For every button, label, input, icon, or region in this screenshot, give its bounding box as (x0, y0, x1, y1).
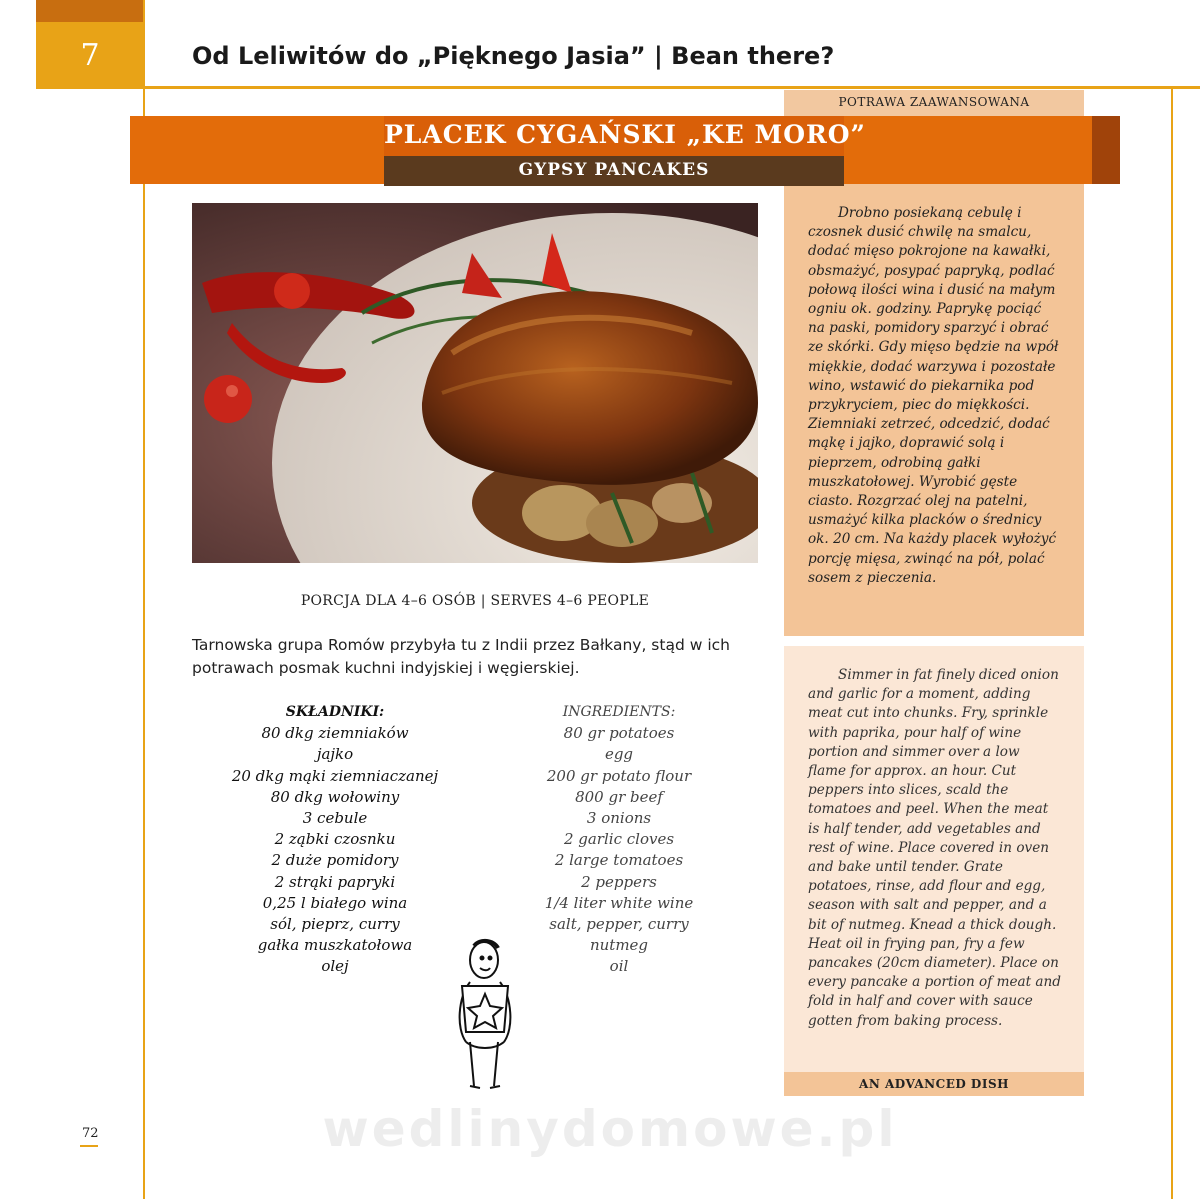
ingredient-pl: sól, pieprz, curry (270, 915, 400, 934)
ingredient-pl: 80 dkg wołowiny (270, 787, 400, 806)
left-margin-rule (143, 88, 145, 1199)
page-number: 72 (82, 1126, 99, 1141)
method-en-text (808, 666, 1062, 1031)
ingredient-en: salt, pepper, curry (549, 915, 689, 934)
ingredients-pl-header: SKŁADNIKI: (285, 704, 385, 720)
dish-photo (192, 203, 758, 563)
method-en-body: Simmer in fat finely diced onion and garlic for a moment, adding meat cut into chunks. Fry, sprinkle with paprika, pour half of wine portion and simmer over a low flame for approx. an hour. Cut peppers into slices, scald the tomatoes and peel. When the meat is half tender, add vegetables and rest of wine. Place covered in oven and bake until tender. Grate potatoes, rinse, add flour and egg, season with salt and pepper, and a bit of nutmeg. Knead a thick dough. Heat oil in frying pan, fry a few pancakes (20cm diameter). Place on every pancake a portion of meat and fold in half and cover with sauce gotten from baking process. (808, 667, 1061, 1029)
page-number-rule (80, 1145, 98, 1147)
ingredient-en: 3 onions (586, 809, 652, 828)
ingredient-pl: 0,25 l białego wina (262, 893, 408, 912)
watermark: wedlinydomowe.pl (322, 1100, 898, 1158)
ingredient-pl: 3 cebule (302, 809, 368, 828)
ingredient-pl: 2 ząbki czosnku (274, 830, 396, 849)
ingredient-pl: 2 duże pomidory (271, 851, 399, 870)
ingredient-pl: jajko (316, 745, 354, 764)
ingredients-en-header: INGREDIENTS: (562, 704, 676, 720)
ingredient-en: nutmeg (589, 936, 649, 955)
ingredient-en: 2 peppers (581, 872, 657, 891)
chapter-number: 7 (80, 38, 100, 73)
difficulty-label-pl: POTRAWA ZAAWANSOWANA (838, 95, 1030, 109)
ingredient-pl: 2 strąki papryki (274, 872, 396, 891)
ingredient-pl: olej (321, 957, 349, 976)
ingredient-en: 200 gr potato flour (546, 766, 692, 785)
ingredients-pl (222, 702, 448, 978)
header-rule (36, 86, 1200, 89)
method-pl-body: Drobno posiekaną cebulę i czosnek dusić chwilę na smalcu, dodać mięso pokrojone na kawałki, obsmażyć, posypać papryką, podlać połową ilości wina i dusić na małym ogniu ok. godziny. Paprykę pociąć na paski, pomidory sparzyć i obrać ze skórki. Gdy mięso będzie na wpół miękkie, dodać warzywa i pozostałe wino, wstawić do piekarnika pod przykryciem, piec do miękkości. Ziemniaki zetrzeć, odcedzić, dodać mąkę i jajko, doprawić solą i pieprzem, odrobiną gałki muszkatołowej. Wyrobić gęste ciasto. Rozgrzać olej na patelni, usmażyć kilka placków o średnicy ok. 20 cm. Na każdy placek wyłożyć porcję mięsa, zwinąć na pół, polać sosem z pieczenia. (808, 205, 1059, 586)
ingredient-en: 800 gr beef (575, 787, 663, 806)
ingredient-en: 2 large tomatoes (554, 851, 684, 870)
ingredient-en: 1/4 liter white wine (544, 893, 694, 912)
ingredient-pl: 20 dkg mąki ziemniaczanej (231, 766, 439, 785)
left-margin-rule-top (143, 0, 145, 88)
chapter-title: Od Leliwitów do „Pięknego Jasia” | Bean there? (192, 42, 835, 70)
method-pl-text (808, 204, 1060, 588)
title-band-end (1092, 116, 1120, 184)
intro-paragraph: Tarnowska grupa Romów przybyła tu z Indii przez Bałkany, stąd w ich potrawach posmak kuchni indyjskiej i węgierskiej. (192, 636, 730, 677)
servings: PORCJA DLA 4–6 OSÓB | SERVES 4–6 PEOPLE (300, 593, 650, 609)
ingredient-en: egg (604, 745, 634, 764)
ingredient-en: 80 gr potatoes (563, 724, 675, 743)
mascot-illustration (440, 938, 530, 1094)
ingredient-en: oil (609, 957, 629, 976)
recipe-title-pl: PLACEK CYGAŃSKI „KE MORO” (384, 120, 866, 149)
right-margin-rule (1171, 88, 1173, 1199)
ingredient-en: 2 garlic cloves (563, 830, 675, 849)
ingredient-pl: gałka muszkatołowa (257, 936, 413, 955)
recipe-title-en: GYPSY PANCAKES (518, 160, 710, 180)
difficulty-label-en: AN ADVANCED DISH (859, 1077, 1009, 1091)
ingredient-pl: 80 dkg ziemniaków (261, 724, 409, 743)
ingredients-en (508, 702, 730, 978)
